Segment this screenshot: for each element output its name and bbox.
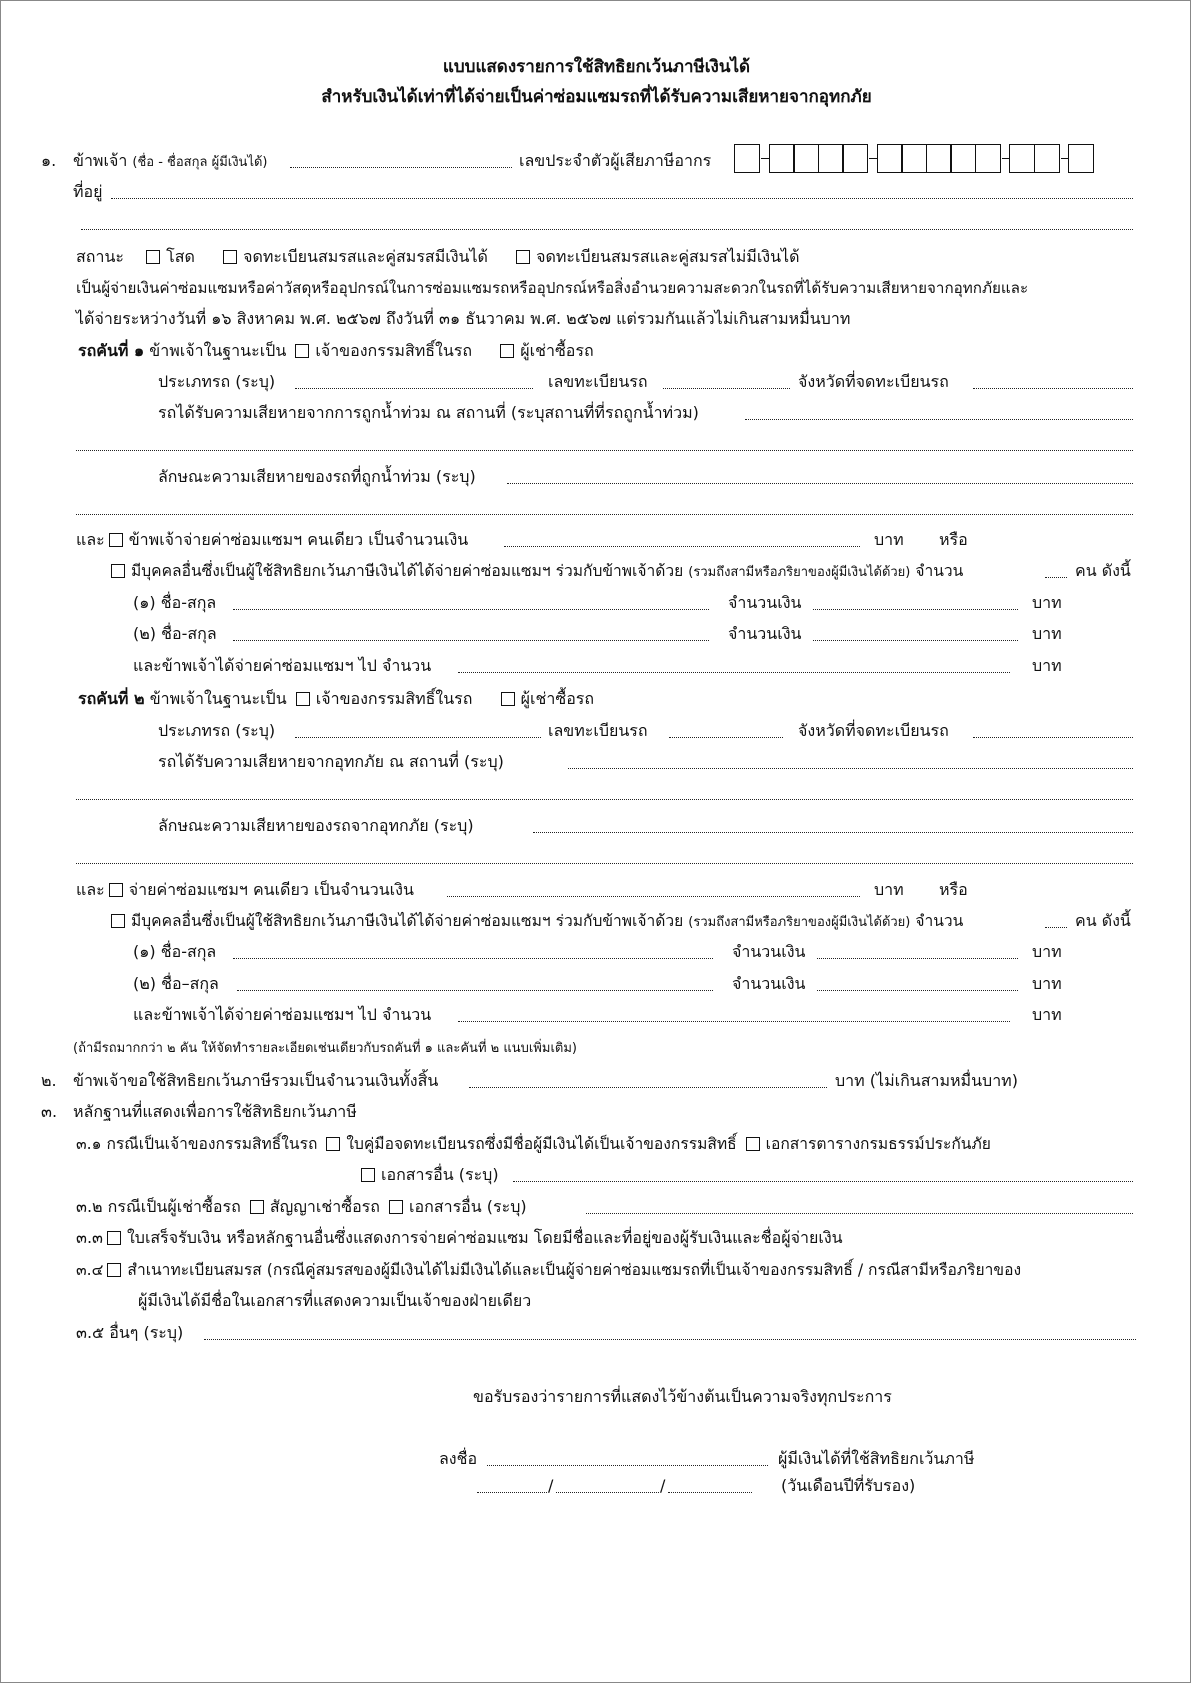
car2-alone-checkbox[interactable] (109, 883, 123, 897)
car2-others-hint: (รวมถึงสามีหรือภริยาของผู้มีเงินได้ด้วย) (688, 915, 911, 930)
taxid-digit[interactable] (950, 144, 976, 173)
car1-person1-amount-field[interactable] (813, 609, 1018, 610)
car2-plate-label: เลขทะเบียนรถ (548, 721, 648, 740)
evidence-31-other-checkbox[interactable] (361, 1168, 375, 1182)
car1-self-paid-field[interactable] (458, 672, 1010, 673)
car1-lessee-checkbox[interactable] (500, 344, 514, 358)
car2-alone-baht: บาท (874, 880, 904, 899)
car1-person2-name-field[interactable] (233, 640, 709, 641)
evidence-31-insurance-checkbox[interactable] (746, 1137, 760, 1151)
more-cars-note: (ถ้ามีรถมากกว่า ๒ คัน ให้จัดทำรายละเอียดเช่นเดียวกับรถคันที่ ๑ และคันที่ ๒ แนบเพิ่มเติม) (73, 1041, 577, 1056)
date-separator-2: / (660, 1476, 666, 1495)
signer-label: ผู้มีเงินได้ที่ใช้สิทธิยกเว้นภาษี (778, 1449, 975, 1468)
section2-suffix: บาท (ไม่เกินสามหมื่นบาท) (835, 1071, 1018, 1090)
taxid-digit[interactable] (901, 144, 927, 173)
car2-lessee-label: ผู้เช่าซื้อรถ (520, 689, 595, 708)
car2-person1-baht: บาท (1032, 942, 1062, 961)
name-hint: (ชื่อ - ชื่อสกุล ผู้มีเงินได้) (132, 155, 268, 170)
car2-person2-label: (๒) ชื่อ–สกุล (133, 974, 219, 993)
evidence-34-label: สำเนาทะเบียนสมรส (กรณีคู่สมรสของผู้มีเงินได้ไม่มีเงินได้และเป็นผู้จ่ายค่าซ่อมแซมรถที่เป็นเจ้าของกรรมสิทธิ์ / กรณีสามีหรือภริยาของ (127, 1261, 1022, 1279)
car1-plate-field[interactable] (663, 388, 790, 389)
car1-person1-name-field[interactable] (233, 609, 709, 610)
car2-count-field[interactable] (1045, 927, 1067, 928)
section3-label: หลักฐานที่แสดงเพื่อการใช้สิทธิยกเว้นภาษี (73, 1102, 357, 1121)
evidence-32-row (76, 1197, 527, 1217)
evidence-31-registration-label: ใบคู่มือจดทะเบียนรถซึ่งมีชื่อผู้มีเงินได้เป็นเจ้าของกรรมสิทธิ์ (346, 1135, 737, 1153)
car1-damage-field-2[interactable] (76, 514, 1133, 515)
address-label: ที่อยู่ (73, 182, 103, 201)
date-year-field[interactable] (668, 1492, 752, 1493)
car1-owner-checkbox[interactable] (295, 344, 309, 358)
status-row (76, 247, 800, 267)
sign-label: ลงชื่อ (439, 1449, 478, 1468)
car2-person1-amount-label: จำนวนเงิน (732, 942, 806, 961)
car1-person2-baht: บาท (1032, 624, 1062, 643)
evidence-34-row (76, 1260, 1021, 1280)
evidence-31-insurance-label: เอกสารตารางกรมธรรม์ประกันภัย (765, 1135, 991, 1153)
evidence-32-contract-label: สัญญาเช่าซื้อรถ (269, 1197, 380, 1216)
car2-location-label: รถได้รับความเสียหายจากอุทกภัย ณ สถานที่ (ระบุ) (158, 752, 504, 771)
car1-location-label: รถได้รับความเสียหายจากการถูกน้ำท่วม ณ สถานที่ (ระบุสถานที่ที่รถถูกน้ำท่วม) (158, 403, 699, 422)
car1-alone-baht: บาท (874, 530, 904, 549)
date-day-field[interactable] (477, 1492, 547, 1493)
taxid-digit[interactable] (842, 144, 868, 173)
signature-field[interactable] (487, 1465, 768, 1466)
car1-damage-field[interactable] (507, 483, 1133, 484)
evidence-31-row (76, 1134, 991, 1154)
taxid-digit[interactable] (926, 144, 952, 173)
car1-alone-amount-field[interactable] (504, 546, 860, 547)
car2-person1-name-field[interactable] (233, 958, 713, 959)
car1-person1-baht: บาท (1032, 593, 1062, 612)
evidence-35-field[interactable] (204, 1339, 1136, 1340)
car2-role-label: ข้าพเจ้าในฐานะเป็น (149, 689, 287, 708)
car2-others-checkbox[interactable] (111, 914, 125, 928)
car1-person2-label: (๒) ชื่อ-สกุล (133, 624, 217, 643)
car1-self-paid-baht: บาท (1032, 656, 1062, 675)
taxid-digit[interactable] (1009, 144, 1035, 173)
car2-province-field[interactable] (973, 737, 1133, 738)
car2-others-label: มีบุคคลอื่นซึ่งเป็นผู้ใช้สิทธิยกเว้นภาษีเงินได้ได้จ่ายค่าซ่อมแซมฯ ร่วมกับข้าพเจ้าด้วย (131, 912, 684, 930)
evidence-31-label: ๓.๑ กรณีเป็นเจ้าของกรรมสิทธิ์ในรถ (76, 1135, 318, 1153)
section3-number: ๓. (41, 1102, 58, 1121)
car1-alone-label: ข้าพเจ้าจ่ายค่าซ่อมแซมฯ คนเดียว เป็นจำนวนเงิน (128, 530, 469, 549)
evidence-34-checkbox[interactable] (107, 1263, 121, 1277)
car2-alone-row (76, 880, 414, 900)
car1-label: รถคันที่ ๑ (78, 341, 145, 360)
car2-lessee-checkbox[interactable] (501, 692, 515, 706)
evidence-32-other-label: เอกสารอื่น (ระบุ) (409, 1197, 527, 1216)
taxid-field[interactable] (734, 144, 1094, 173)
evidence-31-other-label: เอกสารอื่น (ระบุ) (381, 1165, 499, 1184)
car2-person1-label: (๑) ชื่อ-สกุล (133, 942, 217, 961)
evidence-32-other-field[interactable] (586, 1213, 1133, 1214)
car1-count-field[interactable] (1045, 577, 1067, 578)
car1-role-label: ข้าพเจ้าในฐานะเป็น (149, 341, 287, 360)
date-hint: (วันเดือนปีที่รับรอง) (781, 1476, 916, 1495)
car1-count-suffix: คน ดังนี้ (1075, 561, 1131, 580)
taxid-digit[interactable] (793, 144, 819, 173)
status-single-checkbox[interactable] (146, 250, 160, 264)
car1-province-field[interactable] (973, 388, 1133, 389)
car1-others-checkbox[interactable] (111, 564, 125, 578)
car2-self-paid-label: และข้าพเจ้าได้จ่ายค่าซ่อมแซมฯ ไป จำนวน (133, 1005, 432, 1024)
car1-person2-amount-field[interactable] (813, 640, 1018, 641)
car1-location-field[interactable] (745, 419, 1133, 420)
car2-owner-checkbox[interactable] (296, 692, 310, 706)
name-field[interactable] (290, 167, 512, 168)
car2-type-label: ประเภทรถ (ระบุ) (158, 721, 276, 740)
evidence-33-checkbox[interactable] (107, 1231, 121, 1245)
car2-alone-label: จ่ายค่าซ่อมแซมฯ คนเดียว เป็นจำนวนเงิน (128, 880, 414, 899)
car2-owner-label: เจ้าของกรรมสิทธิ์ในรถ (315, 689, 473, 708)
car1-count-label: จำนวน (915, 562, 964, 580)
car1-type-field[interactable] (295, 388, 533, 389)
description-line1: เป็นผู้จ่ายเงินค่าซ่อมแซมหรือค่าวัสดุหรืออุปกรณ์ในการซ่อมแซมรถหรืออุปกรณ์หรือสิ่งอำนวยความสะดวกในรถที่ได้รับความเสียหายจากอุทกภัยและ (76, 279, 1029, 297)
taxid-digit[interactable] (1068, 144, 1094, 173)
evidence-33-number: ๓.๓ (76, 1228, 103, 1247)
car2-person2-amount-label: จำนวนเงิน (732, 974, 806, 993)
car1-alone-row (76, 530, 468, 550)
car1-alone-checkbox[interactable] (109, 533, 123, 547)
status-married-noincome-checkbox[interactable] (516, 250, 530, 264)
status-married-income-label: จดทะเบียนสมรสและคู่สมรสมีเงินได้ (243, 247, 488, 266)
car2-person2-name-field[interactable] (237, 990, 713, 991)
car1-person1-amount-label: จำนวนเงิน (728, 593, 802, 612)
car2-or: หรือ (939, 880, 968, 899)
status-married-income-checkbox[interactable] (223, 250, 237, 264)
address-field-1[interactable] (111, 198, 1133, 199)
car2-alone-amount-field[interactable] (447, 896, 860, 897)
section2-number: ๒. (41, 1071, 57, 1090)
evidence-31-other-field[interactable] (513, 1181, 1133, 1182)
car2-label: รถคันที่ ๒ (78, 689, 145, 708)
section1-number: ๑. (41, 151, 57, 170)
car2-person2-baht: บาท (1032, 974, 1062, 993)
car2-damage-field[interactable] (533, 832, 1133, 833)
description-line2: ได้จ่ายระหว่างวันที่ ๑๖ สิงหาคม พ.ศ. ๒๕๖๗ ถึงวันที่ ๓๑ ธันวาคม พ.ศ. ๒๕๖๗ แต่รวมกันแล้วไม่เกินสามหมื่นบาท (76, 309, 851, 328)
address-field-2[interactable] (81, 229, 1133, 230)
car2-province-label: จังหวัดที่จดทะเบียนรถ (798, 721, 949, 740)
evidence-31-registration-checkbox[interactable] (326, 1137, 340, 1151)
car2-person2-amount-field[interactable] (817, 990, 1018, 991)
car2-type-field[interactable] (295, 737, 541, 738)
section2-label: ข้าพเจ้าขอใช้สิทธิยกเว้นภาษีรวมเป็นจำนวนเงินทั้งสิ้น (73, 1071, 439, 1090)
car1-others-hint: (รวมถึงสามีหรือภริยาของผู้มีเงินได้ด้วย) (688, 565, 911, 580)
status-label: สถานะ (76, 247, 124, 266)
car2-others-row (107, 911, 963, 933)
car2-role-row (78, 689, 594, 709)
taxid-digit[interactable] (877, 144, 903, 173)
form-title-line1: แบบแสดงรายการใช้สิทธิยกเว้นภาษีเงินได้ (442, 57, 751, 77)
car1-type-label: ประเภทรถ (ระบุ) (158, 372, 276, 391)
name-label-text: ข้าพเจ้า (73, 151, 128, 170)
car1-person1-label: (๑) ชื่อ-สกุล (133, 593, 217, 612)
taxid-digit[interactable] (734, 144, 760, 173)
car2-person1-amount-field[interactable] (817, 958, 1018, 959)
status-married-noincome-label: จดทะเบียนสมรสและคู่สมรสไม่มีเงินได้ (536, 247, 800, 266)
taxid-label: เลขประจำตัวผู้เสียภาษีอากร (519, 151, 712, 170)
taxid-digit[interactable] (975, 144, 1001, 173)
car2-location-field-2[interactable] (76, 799, 1133, 800)
evidence-34-label-line2: ผู้มีเงินได้มีชื่อในเอกสารที่แสดงความเป็นเจ้าของฝ่ายเดียว (138, 1291, 532, 1310)
evidence-33-label: ใบเสร็จรับเงิน หรือหลักฐานอื่นซึ่งแสดงการจ่ายค่าซ่อมแซม โดยมีชื่อและที่อยู่ของผู้รับเงินและชื่อผู้จ่ายเงิน (126, 1228, 843, 1247)
form-title-line2: สำหรับเงินได้เท่าที่ได้จ่ายเป็นค่าซ่อมแซมรถที่ได้รับความเสียหายจากอุทกภัย (321, 87, 872, 107)
total-exemption-field[interactable] (469, 1087, 827, 1088)
car1-plate-label: เลขทะเบียนรถ (548, 372, 648, 391)
car1-or: หรือ (939, 530, 968, 549)
taxid-digit[interactable] (818, 144, 844, 173)
evidence-34-number: ๓.๔ (76, 1261, 104, 1279)
car1-lessee-label: ผู้เช่าซื้อรถ (520, 341, 594, 360)
car2-damage-field-2[interactable] (76, 863, 1133, 864)
car1-owner-label: เจ้าของกรรมสิทธิ์ในรถ (315, 341, 473, 360)
car1-role-row (78, 341, 594, 361)
status-single-label: โสด (166, 247, 195, 266)
evidence-35-label: ๓.๕ อื่นๆ (ระบุ) (76, 1323, 184, 1342)
car2-self-paid-field[interactable] (458, 1021, 1010, 1022)
evidence-31-other-row (357, 1165, 499, 1185)
car1-location-field-2[interactable] (76, 450, 1133, 451)
certify-statement: ขอรับรองว่ารายการที่แสดงไว้ข้างต้นเป็นความจริงทุกประการ (473, 1387, 892, 1406)
taxid-digit[interactable] (1034, 144, 1060, 173)
evidence-32-label: ๓.๒ กรณีเป็นผู้เช่าซื้อรถ (76, 1197, 241, 1216)
evidence-32-other-checkbox[interactable] (389, 1200, 403, 1214)
evidence-33-row (76, 1228, 843, 1248)
car1-person2-amount-label: จำนวนเงิน (728, 624, 802, 643)
car1-province-label: จังหวัดที่จดทะเบียนรถ (798, 372, 949, 391)
car2-location-field[interactable] (568, 768, 1133, 769)
car2-plate-field[interactable] (669, 737, 783, 738)
car1-self-paid-label: และข้าพเจ้าได้จ่ายค่าซ่อมแซมฯ ไป จำนวน (133, 656, 432, 675)
car2-self-paid-baht: บาท (1032, 1005, 1062, 1024)
date-separator-1: / (548, 1476, 554, 1495)
car1-others-row (107, 561, 963, 583)
car1-and-label: และ (76, 530, 105, 549)
car1-damage-label: ลักษณะความเสียหายของรถที่ถูกน้ำท่วม (ระบุ) (158, 467, 476, 486)
evidence-32-contract-checkbox[interactable] (250, 1200, 264, 1214)
car2-and-label: และ (76, 880, 105, 899)
date-month-field[interactable] (556, 1492, 659, 1493)
name-label (73, 151, 268, 173)
car1-others-label: มีบุคคลอื่นซึ่งเป็นผู้ใช้สิทธิยกเว้นภาษีเงินได้ได้จ่ายค่าซ่อมแซมฯ ร่วมกับข้าพเจ้าด้วย (131, 562, 684, 580)
car2-count-label: จำนวน (915, 912, 964, 930)
car2-damage-label: ลักษณะความเสียหายของรถจากอุทกภัย (ระบุ) (158, 816, 474, 835)
taxid-digit[interactable] (769, 144, 795, 173)
car2-count-suffix: คน ดังนี้ (1075, 911, 1131, 930)
